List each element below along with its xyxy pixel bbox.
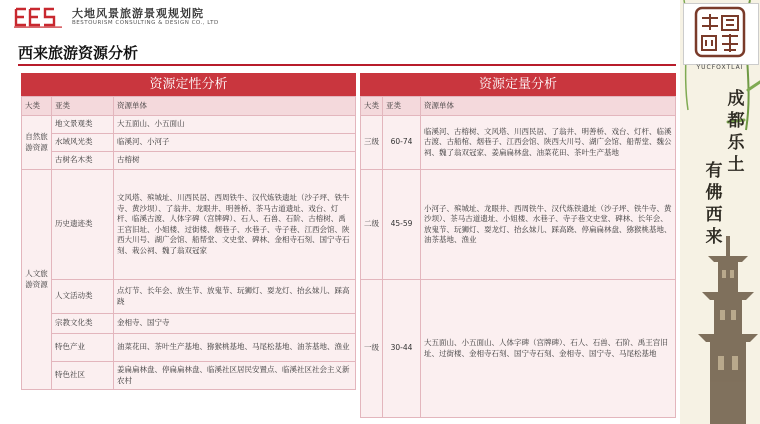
subtype-cell: 人文活动类 (52, 280, 114, 314)
header (0, 0, 680, 36)
items-cell: 临溪河、古榕树、文风塔、川西民居、了翁井、明善桥、戏台、灯杆、临溪古渡、古船棺、烟巷子、江西会馆、陕西大川号、湖广会馆、船帮堂、魏公祠、魏了翁双冠家、姜扁扁林盘、油菜花田、茶叶生产基地 (421, 116, 676, 170)
quantitative-heading: 资源定量分析 (360, 73, 676, 96)
title-divider (18, 64, 676, 66)
items-cell: 文风塔、殡城址、川西民居、西周铁牛、汉代炼铁遗址（沙子坪、铁牛寺、黄沙坝）、了翁井、龙眼井、明善桥、茶马古道遗址、戏台、灯杆、临溪古渡、人体字碑（宫牌碑）、石人、石兽、石阶、古榕树、禹王宫旧址、小姐楼、过街楼、烟巷子、水巷子、寺子巷、江西会馆、陕西大川号、湖广会馆、船帮堂、文史堂、碑林、金相寺石刻、国宁寺石刻、栽公祠、魏了翁双冠家 (114, 170, 356, 280)
qualitative-table (21, 96, 356, 390)
subtype-cell: 古树名木类 (52, 152, 114, 170)
column-header: 大类 (361, 97, 383, 116)
subtype-cell: 特色产业 (52, 334, 114, 362)
subtype-cell: 地文景观类 (52, 116, 114, 134)
score-cell: 45-59 (383, 170, 421, 280)
items-cell: 小河子、殡城址、龙眼井、西周铁牛、汉代炼铁遗址（沙子坪、铁牛寺、黄沙坝）、茶马古道遗址、小姐楼、水巷子、寺子巷文史堂、碑林、长年会、放鬼节、玩狮灯、耍龙灯、抬幺妹儿、踩高跷、停扁扁林盘、猕猴桃基地、油茶基地、渔业 (421, 170, 676, 280)
items-cell: 金相寺、国宁寺 (114, 314, 356, 334)
poem-line-2: 有佛西来 (705, 161, 723, 247)
items-cell: 大五面山、小五面山、人体字碑（宫牌碑）、石人、石兽、石阶、禹王宫旧址、过街楼、金相寺石刻、国宁寺石刻、金相寺、国宁寺、马尾松基地 (421, 280, 676, 418)
items-cell: 大五面山、小五面山 (114, 116, 356, 134)
items-cell: 临溪河、小河子 (114, 134, 356, 152)
column-header: 亚类 (383, 97, 421, 116)
grade-cell: 二级 (361, 170, 383, 280)
items-cell: 油菜花田、茶叶生产基地、猕猴桃基地、马尾松基地、油茶基地、渔业 (114, 334, 356, 362)
category-cell: 自然旅游资源 (22, 116, 52, 170)
column-header: 大类 (22, 97, 52, 116)
score-cell: 60-74 (383, 116, 421, 170)
category-cell: 人文旅游资源 (22, 170, 52, 390)
items-cell: 古榕树 (114, 152, 356, 170)
grade-cell: 三级 (361, 116, 383, 170)
company-name-en: BESTOURISM CONSULTING & DESIGN CO., LTD (72, 20, 219, 26)
company-logo-icon (14, 6, 62, 28)
qualitative-panel (21, 73, 356, 419)
subtype-cell: 水域风光类 (52, 134, 114, 152)
quantitative-table (360, 96, 676, 418)
items-cell: 点灯节、长年会、放生节、放鬼节、玩狮灯、耍龙灯、抬幺妹儿、踩高跷 (114, 280, 356, 314)
page-title: 西来旅游资源分析 (18, 44, 139, 62)
quantitative-panel (360, 73, 676, 419)
items-cell: 姜扁扁林盘、停扁扁林盘、临溪社区居民安置点、临溪社区社会主义新农村 (114, 362, 356, 390)
subtype-cell: 宗教文化类 (52, 314, 114, 334)
company-name-cn: 大地风景旅游景观规划院 (72, 7, 204, 20)
column-header: 亚类 (52, 97, 114, 116)
seal-stamp-icon (694, 6, 746, 58)
column-header: 资源单体 (114, 97, 356, 116)
subtype-cell: 历史遗迹类 (52, 170, 114, 280)
seal-caption: YUCFOXTLAI (696, 64, 744, 71)
grade-cell: 一级 (361, 280, 383, 418)
subtype-cell: 特色社区 (52, 362, 114, 390)
qualitative-heading: 资源定性分析 (21, 73, 356, 96)
column-header: 资源单体 (421, 97, 676, 116)
poem-line-1: 成都乐土 (727, 89, 745, 175)
score-cell: 30-44 (383, 280, 421, 418)
